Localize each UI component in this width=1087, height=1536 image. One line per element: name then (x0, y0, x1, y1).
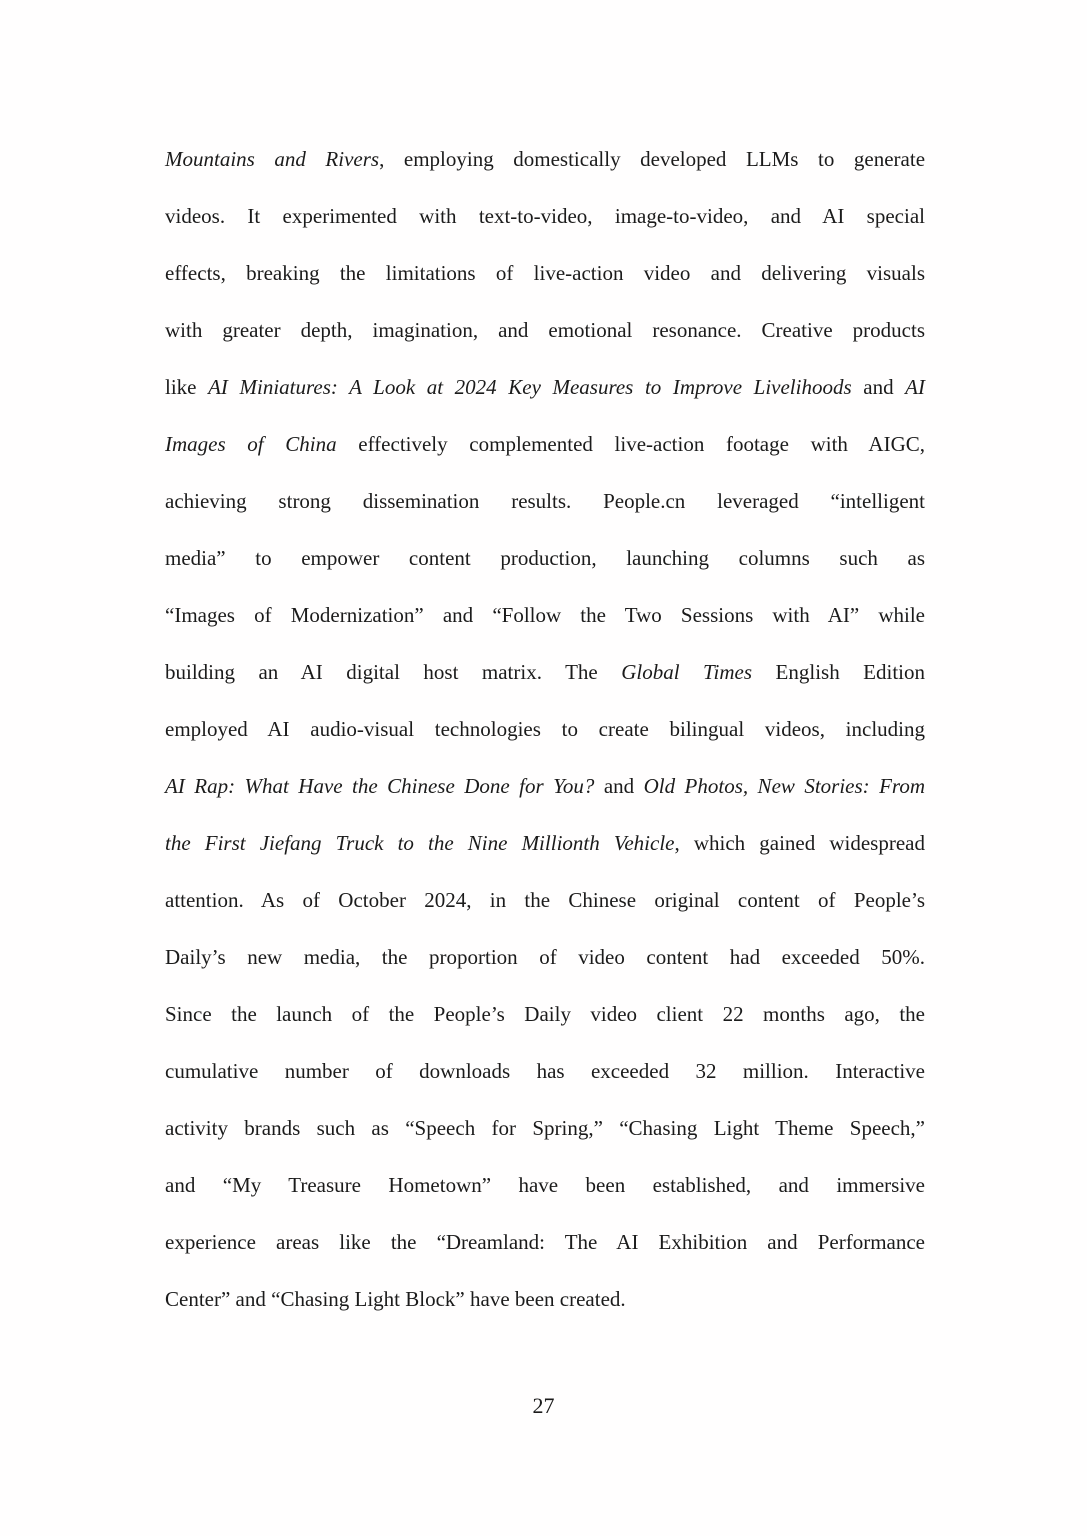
text-line (165, 929, 925, 986)
text-run: effectively complemented live-action footage with AIGC, (336, 432, 925, 456)
text-line (165, 872, 925, 929)
text-run: videos. It experimented with text-to-video, image-to-video, and AI special (165, 204, 925, 228)
text-line (165, 587, 925, 644)
italic-text-run: Global Times (621, 660, 753, 684)
text-line (165, 302, 925, 359)
italic-text-run: the First Jiefang Truck to the Nine Millionth Vehicle (165, 831, 675, 855)
text-run: Since the launch of the People’s Daily video client 22 months ago, the (165, 1002, 925, 1026)
text-line (165, 1157, 925, 1214)
italic-text-run: Mountains and Rivers (165, 147, 380, 171)
italic-text-run: AI Miniatures: A Look at 2024 Key Measures to Improve Livelihoods (208, 375, 852, 399)
text-run: experience areas like the “Dreamland: The AI Exhibition and Performance (165, 1230, 925, 1254)
text-line (165, 644, 925, 701)
text-line (165, 416, 925, 473)
text-run: “Images of Modernization” and “Follow the Two Sessions with AI” while (165, 603, 925, 627)
text-run: Daily’s new media, the proportion of video content had exceeded 50%. (165, 945, 925, 969)
text-line (165, 359, 925, 416)
italic-text-run: AI Rap: What Have the Chinese Done for You? (165, 774, 595, 798)
text-line (165, 701, 925, 758)
text-line (165, 758, 925, 815)
text-line (165, 1100, 925, 1157)
text-run: Center” and “Chasing Light Block” have been created. (165, 1287, 626, 1311)
text-line (165, 1271, 925, 1328)
italic-text-run: Images of China (165, 432, 337, 456)
text-run: with greater depth, imagination, and emotional resonance. Creative products (165, 318, 925, 342)
italic-text-run: Old Photos, New Stories: From (643, 774, 925, 798)
text-run: and “My Treasure Hometown” have been established, and immersive (165, 1173, 925, 1197)
text-line (165, 530, 925, 587)
text-run: English Edition (752, 660, 926, 684)
text-run: attention. As of October 2024, in the Chinese original content of People’s (165, 888, 925, 912)
page-number: 27 (532, 1393, 555, 1418)
text-run: building an AI digital host matrix. The (165, 660, 622, 684)
text-run: cumulative number of downloads has exceeded 32 million. Interactive (165, 1059, 925, 1083)
text-line (165, 131, 925, 188)
text-run: employed AI audio-visual technologies to create bilingual videos, including (165, 717, 925, 741)
text-run: achieving strong dissemination results. People.cn leveraged “intelligent (165, 489, 925, 513)
text-line (165, 188, 925, 245)
text-run: and (851, 375, 906, 399)
text-run: effects, breaking the limitations of live-action video and delivering visuals (165, 261, 925, 285)
text-line (165, 986, 925, 1043)
text-line (165, 1043, 925, 1100)
text-run: like (165, 375, 209, 399)
text-line (165, 815, 925, 872)
text-line (165, 245, 925, 302)
text-run: activity brands such as “Speech for Spring,” “Chasing Light Theme Speech,” (165, 1116, 925, 1140)
text-run: , which gained widespread (674, 831, 925, 855)
text-run: and (594, 774, 644, 798)
text-run: , employing domestically developed LLMs to generate (379, 147, 926, 171)
italic-text-run: AI (905, 375, 925, 399)
text-line (165, 473, 925, 530)
body-text (165, 131, 925, 1328)
text-line (165, 1214, 925, 1271)
text-run: media” to empower content production, launching columns such as (165, 546, 925, 570)
